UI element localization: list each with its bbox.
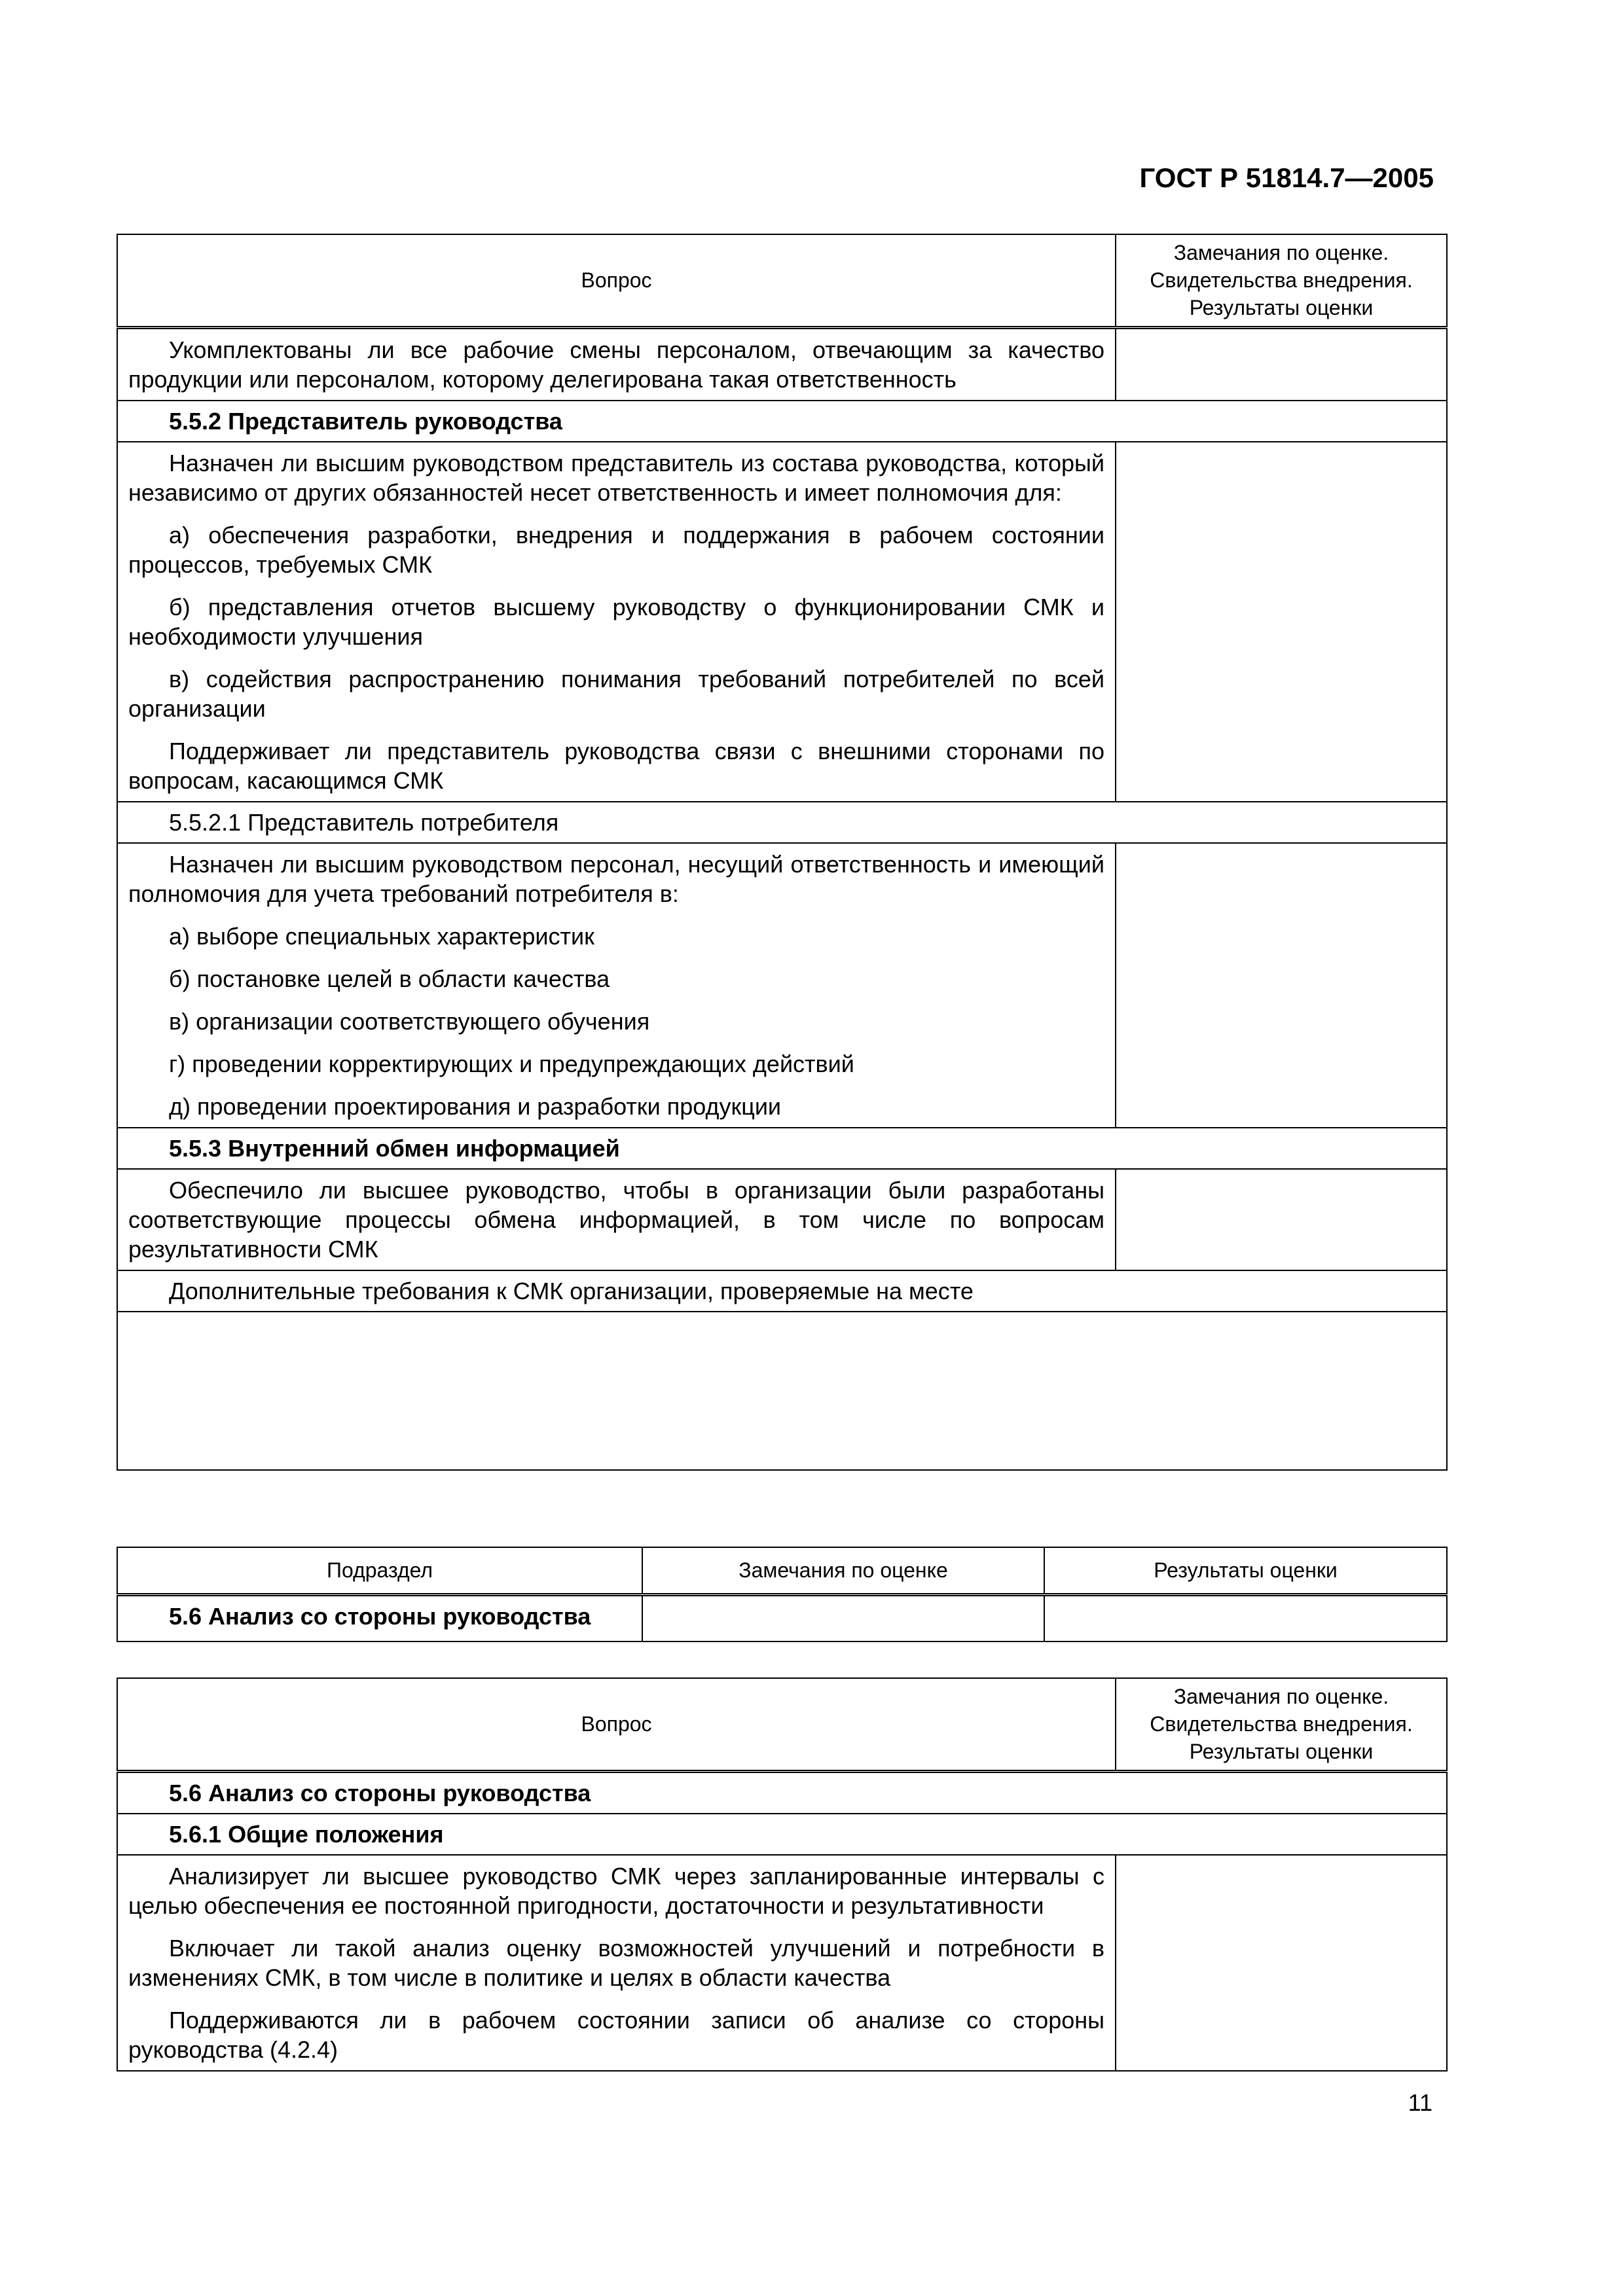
question-cell [117,1169,1116,1270]
section-heading-5-6-1: 5.6.1 Общие положения [117,1814,1447,1855]
question-cell [117,1855,1116,2071]
column-header-remarks [1116,234,1447,327]
question-text: г) проведении корректирующих и предупреждающих действий [169,1050,854,1077]
document-code: ГОСТ Р 51814.7—2005 [1139,162,1434,193]
question-text: Укомплектованы ли все рабочие смены персоналом, отвечающим за качество продукции или персоналом, которому делегирована такая ответственность [128,336,1104,393]
question-text: в) организации соответствующего обучения [169,1007,650,1035]
question-text: б) постановке целей в области качества [169,965,610,992]
remarks-cell[interactable] [1116,1855,1447,2071]
question-cell [117,843,1116,1128]
column-header-question: Вопрос [117,1678,1116,1771]
remarks-line-3: Результаты оценки [1189,296,1374,320]
question-text: д) проведении проектирования и разработки продукции [169,1092,782,1120]
question-cell [117,442,1116,802]
section-heading-5-5-3: 5.5.3 Внутренний обмен информацией [117,1128,1447,1169]
checklist-table-2 [117,1677,1448,2072]
subsection-name-5-6: 5.6 Анализ со стороны руководства [117,1594,642,1641]
column-header-remarks [1116,1678,1447,1771]
section-heading-5-6: 5.6 Анализ со стороны руководства [117,1771,1447,1814]
question-text: б) представления отчетов высшему руководству о функционировании СМК и необходимости улучшения [128,593,1104,650]
column-header-question: Вопрос [117,234,1116,327]
column-header-remarks: Замечания по оценке [642,1547,1044,1594]
question-text: Поддерживаются ли в рабочем состоянии записи об анализе со стороны руководства (4.2.4) [128,2006,1104,2063]
remarks-cell[interactable] [1116,1169,1447,1270]
question-text: Назначен ли высшим руководством персонал, несущий ответственность и имеющий полномочия для учета требований потребителя в: [128,850,1104,907]
page-number: 11 [1408,2089,1432,2116]
column-header-subsection: Подраздел [117,1547,642,1594]
section-heading-5-5-2: 5.5.2 Представитель руководства [117,401,1447,442]
results-cell[interactable] [1044,1594,1447,1641]
remarks-line-2: Свидетельства внедрения. [1150,1712,1413,1736]
subsection-summary-table [117,1547,1448,1642]
column-header-results: Результаты оценки [1044,1547,1447,1594]
subsection-heading-5-5-2-1: 5.5.2.1 Представитель потребителя [117,802,1447,843]
remarks-cell[interactable] [1116,442,1447,802]
remarks-line-1: Замечания по оценке. [1173,241,1389,265]
question-text: в) содействия распространению понимания требований потребителей по всей организации [128,665,1104,722]
question-text: Анализирует ли высшее руководство СМК через запланированные интервалы с целью обеспечения ее постоянной пригодности, достаточности и результативности [128,1862,1104,1919]
remarks-cell[interactable] [1116,843,1447,1128]
question-text: Поддерживает ли представитель руководства связи с внешними сторонами по вопросам, касающимся СМК [128,737,1104,794]
remarks-cell[interactable] [642,1594,1044,1641]
remarks-line-3: Результаты оценки [1189,1740,1374,1764]
remarks-line-1: Замечания по оценке. [1173,1685,1389,1709]
question-text: а) обеспечения разработки, внедрения и поддержания в рабочем состоянии процессов, требуемых СМК [128,521,1104,578]
checklist-table-1 [117,234,1448,1471]
question-cell [117,327,1116,401]
remarks-cell[interactable] [1116,327,1447,401]
additional-requirements-area[interactable] [117,1312,1447,1470]
remarks-line-2: Свидетельства внедрения. [1150,268,1413,293]
question-text: а) выборе специальных характеристик [169,922,594,950]
question-text: Включает ли такой анализ оценку возможностей улучшений и потребности в изменениях СМК, в том числе в политике и целях в области качества [128,1934,1104,1991]
additional-requirements-label: Дополнительные требования к СМК организации, проверяемые на месте [117,1270,1447,1312]
question-text: Назначен ли высшим руководством представитель из состава руководства, который независимо от других обязанностей несет ответственность и имеет полномочия для: [128,449,1104,506]
question-text: Обеспечило ли высшее руководство, чтобы в организации были разработаны соответствующие процессы обмена информацией, в том числе по вопросам результативности СМК [128,1176,1104,1263]
